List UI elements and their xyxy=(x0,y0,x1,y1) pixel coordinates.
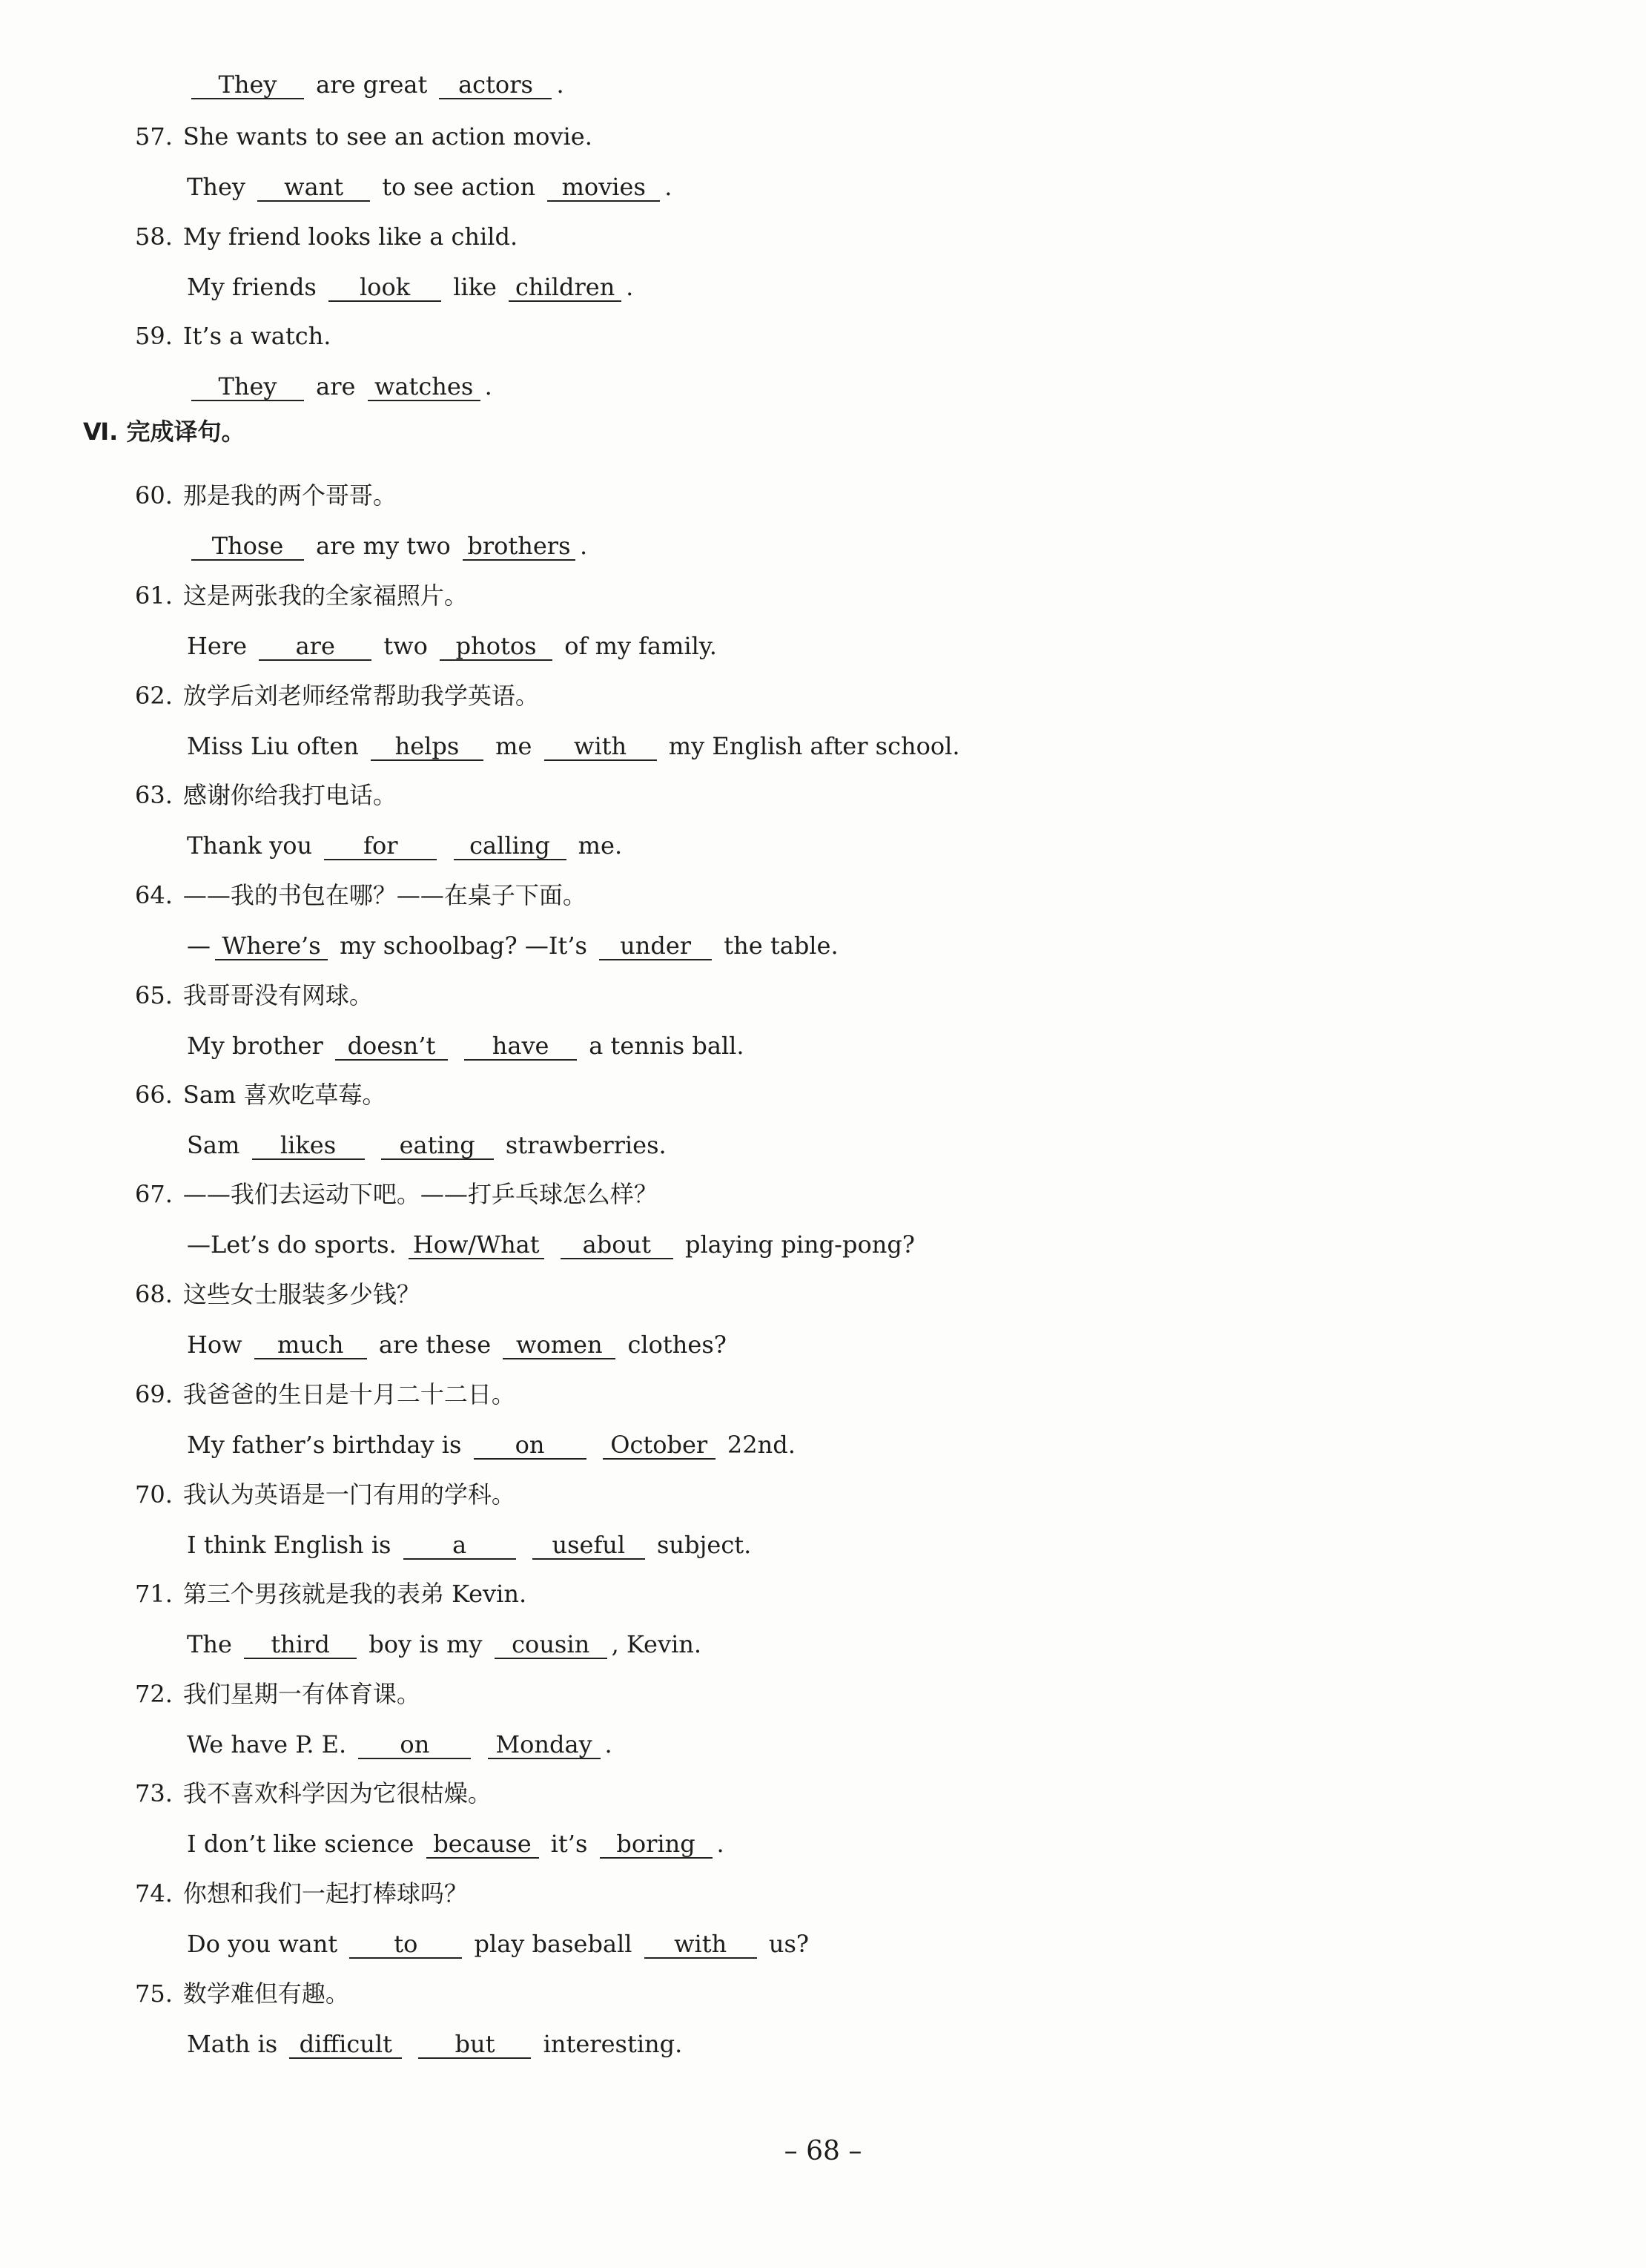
answer-text: the table. xyxy=(716,932,839,960)
answer-text: 22nd. xyxy=(719,1431,796,1459)
answer-text: My friends xyxy=(187,273,325,301)
prompt-text: 这是两张我的全家福照片。 xyxy=(182,581,468,610)
answer-text: clothes? xyxy=(620,1331,727,1359)
answer-text: The xyxy=(187,1630,240,1658)
answer-text: are great xyxy=(308,70,435,99)
section-heading xyxy=(83,415,245,448)
answer-text xyxy=(475,1730,483,1758)
question-prompt xyxy=(135,1678,420,1710)
answer-text: are these xyxy=(371,1331,499,1359)
question-number: 70. xyxy=(135,1480,173,1509)
answer-text: . xyxy=(716,1830,724,1858)
answer-text: . xyxy=(664,173,672,201)
answer-line xyxy=(187,1529,751,1561)
question-number: 72. xyxy=(135,1680,173,1708)
answer-text: . xyxy=(604,1730,612,1758)
question-number: 60. xyxy=(135,481,173,510)
answer-blank: want xyxy=(257,174,370,202)
answer-text: . xyxy=(626,273,634,301)
answer-text: my schoolbag? —It’s xyxy=(332,932,595,960)
answer-blank: doesn’t xyxy=(335,1032,448,1061)
answer-text: —Let’s do sports. xyxy=(187,1230,404,1259)
question-number: 63. xyxy=(135,781,173,809)
answer-text: Thank you xyxy=(187,831,320,860)
answer-text xyxy=(452,1032,460,1060)
question-number: 58. xyxy=(135,222,173,251)
answer-text: are xyxy=(308,372,363,400)
answer-blank: watches xyxy=(368,373,480,401)
answer-blank: boring xyxy=(600,1830,713,1859)
answer-line xyxy=(187,1428,796,1461)
prompt-text: 感谢你给我打电话。 xyxy=(182,781,397,809)
answer-blank: much xyxy=(254,1331,367,1359)
answer-text: How xyxy=(187,1331,250,1359)
question-number: 73. xyxy=(135,1779,173,1807)
prompt-text: 那是我的两个哥哥。 xyxy=(182,481,397,510)
answer-text: Do you want xyxy=(187,1930,346,1958)
question-number: 62. xyxy=(135,682,173,710)
question-number: 66. xyxy=(135,1081,173,1109)
prompt-text: My friend looks like a child. xyxy=(182,222,518,251)
answer-blank: on xyxy=(358,1731,471,1759)
answer-line xyxy=(187,630,717,662)
answer-line xyxy=(187,1129,667,1161)
answer-text: play baseball xyxy=(466,1930,640,1958)
prompt-text: 这些女士服装多少钱？ xyxy=(182,1280,420,1308)
answer-text: two xyxy=(376,632,436,660)
question-number: 69. xyxy=(135,1380,173,1408)
question-number: 61. xyxy=(135,581,173,610)
answer-line xyxy=(187,68,564,101)
answer-text: My father’s birthday is xyxy=(187,1431,469,1459)
question-number: 74. xyxy=(135,1879,173,1908)
answer-line xyxy=(187,1728,612,1761)
answer-blank: Where’s xyxy=(215,932,328,960)
answer-text: Math is xyxy=(187,2030,285,2058)
prompt-text: ——我的书包在哪？——在桌子下面。 xyxy=(182,881,586,909)
answer-text: my English after school. xyxy=(661,732,960,760)
prompt-text: 我爸爸的生日是十月二十二日。 xyxy=(182,1380,515,1408)
answer-blank: Those xyxy=(191,533,304,561)
question-prompt xyxy=(135,1977,349,2010)
answer-blank: to xyxy=(349,1931,462,1959)
prompt-text: 放学后刘老师经常帮助我学英语。 xyxy=(182,682,539,710)
answer-line xyxy=(187,730,960,762)
answer-blank: on xyxy=(474,1431,586,1460)
answer-text: me. xyxy=(570,831,623,860)
answer-line xyxy=(187,1029,744,1062)
section-numeral: Ⅵ. xyxy=(83,418,119,446)
question-number: 68. xyxy=(135,1280,173,1308)
answer-blank: photos xyxy=(440,633,552,661)
answer-text: Here xyxy=(187,632,255,660)
question-prompt xyxy=(135,1877,468,1910)
question-prompt xyxy=(135,320,331,352)
question-number: 57. xyxy=(135,122,173,151)
page-number: – 68 – xyxy=(784,2136,862,2166)
answer-blank: because xyxy=(426,1830,539,1859)
question-prompt xyxy=(135,879,586,912)
answer-text: a tennis ball. xyxy=(581,1032,744,1060)
answer-line xyxy=(187,271,633,303)
section-title: 完成译句。 xyxy=(126,418,245,446)
answer-blank: They xyxy=(191,373,304,401)
answer-blank: likes xyxy=(252,1132,365,1160)
answer-blank: children xyxy=(509,274,621,302)
answer-text: strawberries. xyxy=(498,1131,667,1159)
answer-text: interesting. xyxy=(535,2030,683,2058)
question-prompt xyxy=(135,1178,658,1210)
answer-blank: How/What xyxy=(409,1231,544,1259)
question-number: 67. xyxy=(135,1180,173,1208)
answer-text: Miss Liu often xyxy=(187,732,366,760)
answer-text: subject. xyxy=(649,1531,752,1559)
question-number: 59. xyxy=(135,322,173,350)
answer-blank: cousin xyxy=(495,1631,607,1659)
answer-blank: eating xyxy=(381,1132,494,1160)
answer-blank: useful xyxy=(532,1532,645,1560)
answer-blank: with xyxy=(644,1931,757,1959)
answer-line xyxy=(187,1628,701,1661)
answer-blank: movies xyxy=(547,174,660,202)
answer-blank: about xyxy=(561,1231,673,1259)
prompt-text: 我哥哥没有网球。 xyxy=(182,981,373,1009)
answer-blank: helps xyxy=(371,733,483,761)
answer-text: . xyxy=(556,70,564,99)
answer-text: My brother xyxy=(187,1032,331,1060)
question-number: 71. xyxy=(135,1580,173,1608)
answer-text: . xyxy=(484,372,492,400)
answer-line xyxy=(187,171,672,203)
question-prompt xyxy=(135,579,468,612)
answer-blank: for xyxy=(324,832,437,860)
question-number: 64. xyxy=(135,881,173,909)
answer-text xyxy=(520,1531,528,1559)
answer-blank: but xyxy=(418,2031,531,2059)
prompt-text: 我认为英语是一门有用的学科。 xyxy=(182,1480,515,1509)
answer-blank: They xyxy=(191,71,304,99)
answer-blank: actors xyxy=(439,71,552,99)
answer-blank: calling xyxy=(454,832,566,860)
answer-text: are my two xyxy=(308,532,458,560)
answer-text: . xyxy=(579,532,588,560)
answer-blank: October xyxy=(603,1431,715,1460)
prompt-text: 第三个男孩就是我的表弟 Kevin. xyxy=(182,1580,527,1608)
answer-line xyxy=(187,929,839,962)
answer-text: , Kevin. xyxy=(611,1630,702,1658)
answer-line xyxy=(187,2028,682,2060)
answer-text: like xyxy=(446,273,505,301)
answer-text: We have P. E. xyxy=(187,1730,354,1758)
answer-text: playing ping-pong? xyxy=(677,1230,915,1259)
answer-line xyxy=(187,1827,724,1860)
question-prompt xyxy=(135,1478,515,1511)
question-number: 65. xyxy=(135,981,173,1009)
answer-text: They xyxy=(187,173,254,201)
answer-line xyxy=(187,1328,727,1361)
answer-text: of my family. xyxy=(557,632,717,660)
answer-text: boy is my xyxy=(361,1630,490,1658)
question-prompt xyxy=(135,1378,515,1411)
answer-blank: difficult xyxy=(289,2031,402,2059)
question-prompt xyxy=(135,479,397,512)
question-prompt xyxy=(135,1078,386,1111)
question-prompt xyxy=(135,679,539,712)
prompt-text: She wants to see an action movie. xyxy=(182,122,592,151)
answer-blank: are xyxy=(259,633,371,661)
answer-line xyxy=(187,1928,809,1960)
answer-blank: third xyxy=(244,1631,357,1659)
answer-text: — xyxy=(187,932,211,960)
prompt-text: It’s a watch. xyxy=(182,322,331,350)
prompt-text: Sam 喜欢吃草莓。 xyxy=(182,1081,386,1109)
answer-text: I don’t like science xyxy=(187,1830,422,1858)
answer-text: it’s xyxy=(543,1830,595,1858)
answer-text xyxy=(441,831,449,860)
question-prompt xyxy=(135,1777,492,1810)
answer-text xyxy=(591,1431,598,1459)
answer-text: me xyxy=(487,732,540,760)
answer-line xyxy=(187,530,587,562)
answer-line xyxy=(187,1228,915,1261)
answer-blank: women xyxy=(503,1331,615,1359)
answer-blank: a xyxy=(403,1532,516,1560)
prompt-text: 我不喜欢科学因为它很枯燥。 xyxy=(182,1779,492,1807)
question-prompt xyxy=(135,220,518,253)
answer-blank: with xyxy=(544,733,657,761)
answer-blank: under xyxy=(599,932,712,960)
prompt-text: 我们星期一有体育课。 xyxy=(182,1680,420,1708)
answer-blank: look xyxy=(328,274,441,302)
answer-text xyxy=(549,1230,556,1259)
question-prompt xyxy=(135,979,373,1012)
question-number: 75. xyxy=(135,1979,173,2008)
answer-blank: Monday xyxy=(488,1731,601,1759)
question-prompt xyxy=(135,120,592,153)
prompt-text: 你想和我们一起打棒球吗？ xyxy=(182,1879,468,1908)
answer-blank: have xyxy=(464,1032,577,1061)
prompt-text: ——我们去运动下吧。——打乒乓球怎么样？ xyxy=(182,1180,658,1208)
answer-line xyxy=(187,829,622,862)
answer-line xyxy=(187,370,492,403)
answer-text xyxy=(406,2030,414,2058)
answer-text xyxy=(369,1131,377,1159)
question-prompt xyxy=(135,1578,526,1610)
answer-text: I think English is xyxy=(187,1531,399,1559)
question-prompt xyxy=(135,779,397,811)
answer-blank: brothers xyxy=(463,533,575,561)
answer-text: us? xyxy=(761,1930,810,1958)
question-prompt xyxy=(135,1278,420,1311)
prompt-text: 数学难但有趣。 xyxy=(182,1979,349,2008)
answer-text: to see action xyxy=(374,173,543,201)
answer-text: Sam xyxy=(187,1131,248,1159)
